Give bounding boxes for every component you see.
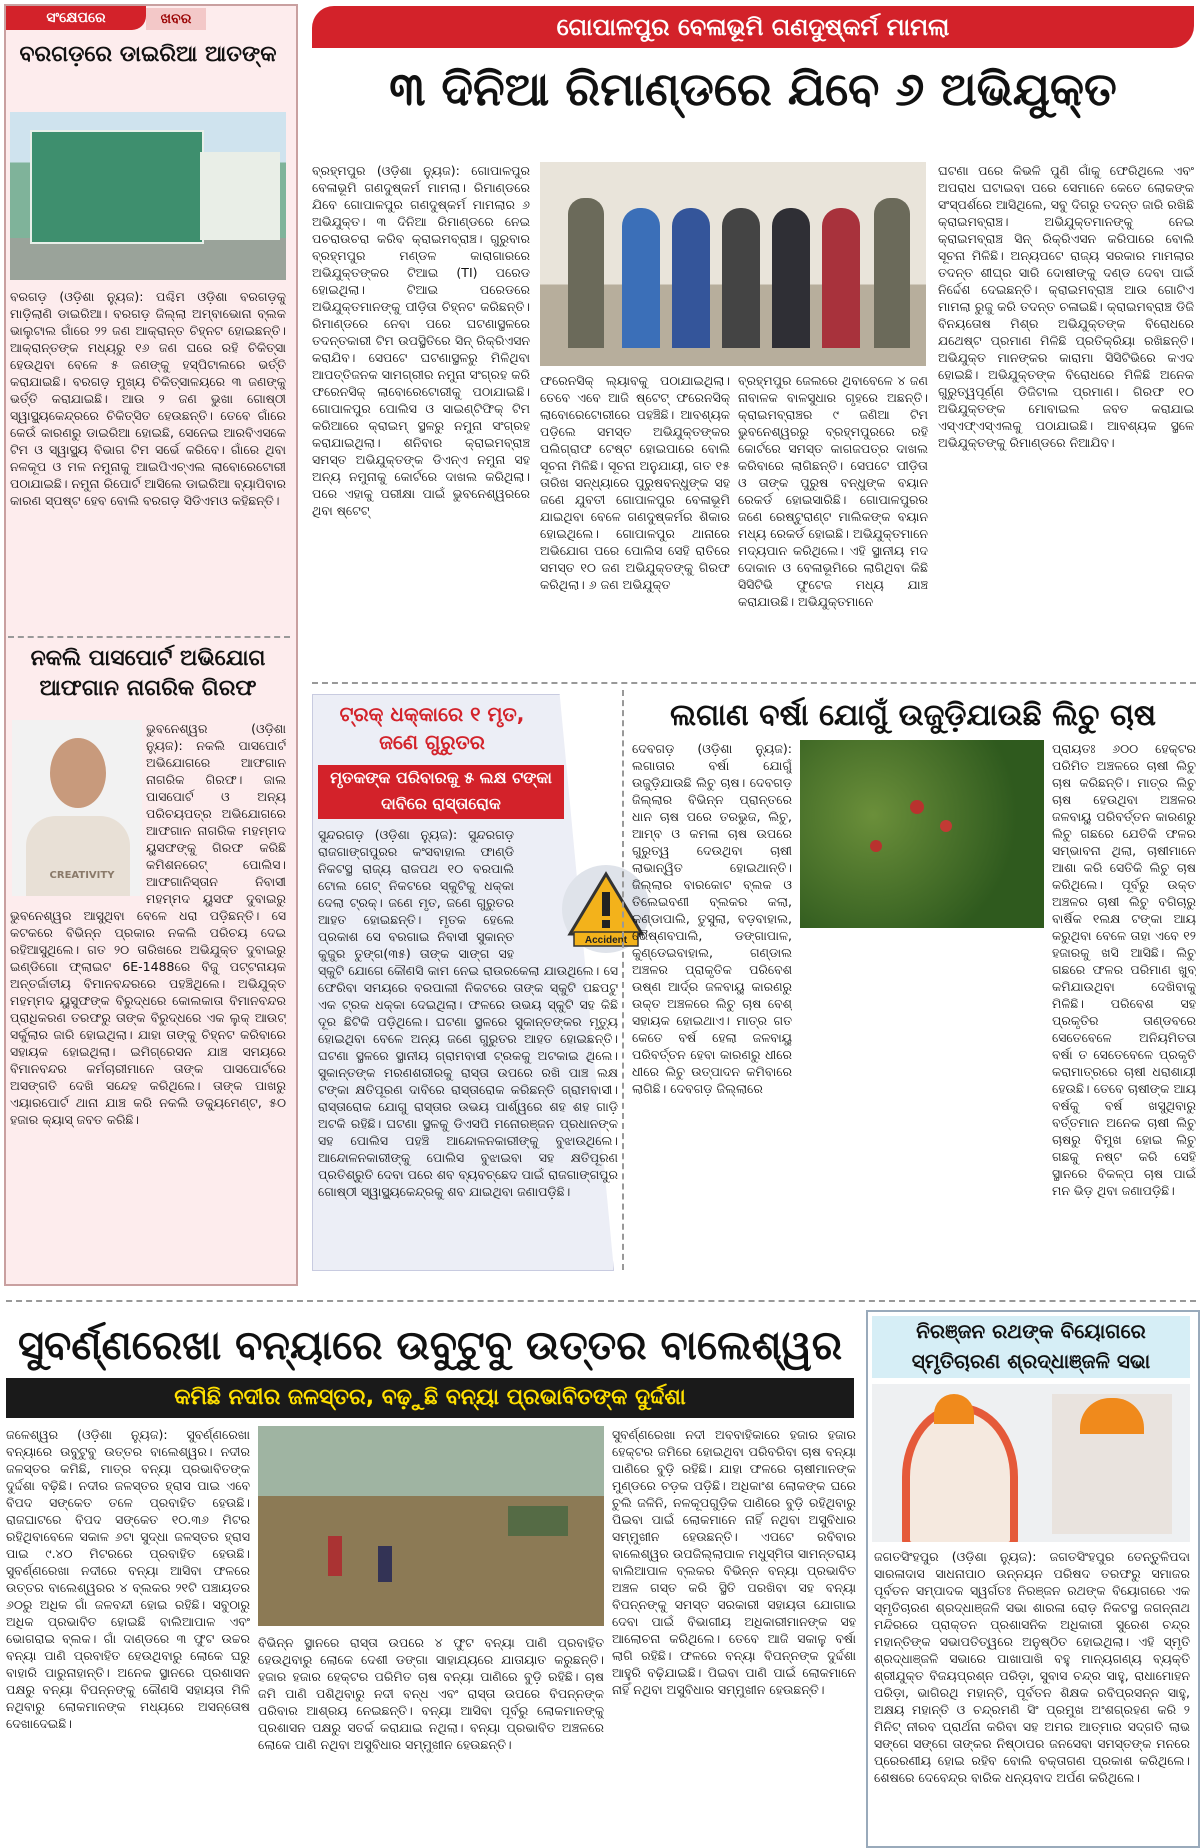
sidebar-story2-body — [10, 720, 286, 1276]
lichu-column-1: ଦେବଗଡ଼ (ଓଡ଼ିଶା ନ୍ୟୁଜ): ଲଗାତାର ବର୍ଷା ଯୋଗୁଁ ଉଜୁଡ଼ିଯାଉଛି ଲିଚୁ ଚାଷ। ଦେବଗଡ଼ ଜିଲ୍ଲାର ବିଭିନ୍ନ ପ୍ରାନ୍ତରେ ଧାନ ଚାଷ ପରେ ତରଭୁଜ, ଲିଚୁ, ଆମ୍ବ ଓ କମଳା ଚାଷ ଉପରେ ଗୁରୁତ୍ୱ ଦେଉଥିବା ଚାଷୀ ଲାଭାନ୍ୱିତ ହୋଇଥାନ୍ତି। ଜିଲ୍ଲାର ବାରକୋଟ ବ୍ଲକ ଓ ତିଲେଇବଣୀ ବ୍ଲକର କଲା, କଣ୍ଡାପାଲି, ତୁସୁଲା, ବଡ଼ବାହାଲ, ଭୈଷ୍ଣବପାଲି, ଡଙ୍ଗାପାଳ, କୁଣ୍ଡେଇବାହାଲ, ଗଣ୍ଡାଲ ଅଞ୍ଚଳର ପ୍ରାକୃତିକ ପରିବେଶ ଉଷ୍ଣ ଆର୍ଦ୍ର ଜଳବାୟୁ କାରଣରୁ ଉକ୍ତ ଅଞ୍ଚଳରେ ଲିଚୁ ଚାଷ ବେଶ୍ ସହାୟକ ହୋଇଥାଏ। ମାତ୍ର ଗତ କେତେ ବର୍ଷ ହେଲା ଜଳବାୟୁ ପରିବର୍ତ୍ତନ ହେବା କାରଣରୁ ଧୀରେ ଧୀରେ ଲିଚୁ ଉତ୍ପାଦନ କମିବାରେ ଲାଗିଛି। ଦେବଗଡ଼ ଜିଲ୍ଲାରେ — [632, 741, 792, 1096]
accident-icon-label: Accident — [584, 935, 628, 946]
accident-subhead: ମୃତକଙ୍କ ପରିବାରକୁ ୫ ଲକ୍ଷ ଟଙ୍କା ଦାବିରେ ରାସ୍ତାରୋକ — [318, 765, 564, 819]
sidebar-story1-headline: ବରଗଡ଼ରେ ଡାଇରିଆ ଆତଙ୍କ — [19, 42, 277, 67]
lichu-photo — [800, 740, 1044, 928]
flood-column-3: ସୁବର୍ଣ୍ଣରେଖା ନଦୀ ଅବବାହିକାରେ ହଜାର ହଜାର ହେକ୍ଟର ଜମିରେ ହୋଇଥିବା ପରିବରିବା ଚାଷ ବନ୍ୟା ପାଣିରେ ବୁଡ଼ି ରହିଛି। ଯାହା ଫଳରେ ଚାଷୀମାନଙ୍କ ମୁଣ୍ଡରେ ଚଡ଼କ ପଡ଼ିଛି। ଅଧିକାଂଶ ଲୋକଙ୍କ ଘରେ ଚୁଲି ଜଳିନି, ନଳକୂପଗୁଡ଼ିକ ପାଣିରେ ବୁଡ଼ି ରହିଥିବାରୁ ପିଇବା ପାଇଁ ଲୋକମାନେ ନାହିଁ ନଥିବା ଅସୁବିଧାର ସମ୍ମୁଖୀନ ହେଉଛନ୍ତି। ଏପଟେ ରବିବାର ବାଲେଶ୍ୱର ଉପଜିଲ୍ଲାପାଳ ମଧୁସ୍ମିତା ସାମନ୍ତରାୟ ବାଲିଆପାଳ ବ୍ଲକର ବିଭିନ୍ନ ବନ୍ୟା ପ୍ରଭାବିତ ଅଞ୍ଚଳ ଗସ୍ତ କରି ସ୍ଥିତି ପରଖିବା ସହ ବନ୍ୟା ବିପନ୍ନଙ୍କୁ ସମସ୍ତ ସରକାରୀ ସହାୟତା ଯୋଗାଇ ଦେବା ପାଇଁ ବିଭାଗୀୟ ଅଧିକାରୀମାନଙ୍କ ସହ ଆଲୋଚନା କରିଥିଲେ। ତେବେ ଆଜି ସକାଳୁ ବର୍ଷା ଲାଗି ରହିଛି। ଫଳରେ ବନ୍ୟା ବିପନ୍ନଙ୍କ ଦୁର୍ଦ୍ଦଶା ଆହୁରି ବଢ଼ିଯାଇଛି। ପିଇବା ପାଣି ପାଇଁ ଲୋକମାନେ ନାହିଁ ନଥିବା ଅସୁବିଧାର ସମ୍ମୁଖୀନ ହେଉଛନ୍ତି। — [612, 1427, 856, 1697]
shirt-text: CREATIVITY — [49, 870, 115, 881]
obituary-body: ଜଗତସିଂହପୁର (ଓଡ଼ିଶା ନ୍ୟୁଜ): ଜଗତସିଂହପୁର ତେନ୍ତୁଳିପଦା ସାରଳାଦାସ ସାଧନାପାଠ ଉନ୍ନୟନ ପରିଷଦ ତରଫରୁ ସମାଜର ପୂର୍ବତନ ସମ୍ପାଦକ ସ୍ୱର୍ଗତଃ ନିରଞ୍ଜନ ରଥଙ୍କ ବିୟୋଗରେ ଏକ ସ୍ମୃତିଚାରଣ ଶ୍ରଦ୍ଧାଞ୍ଜଳି ସଭା ଶାରଳା ରୋଡ଼ ନିକଟସ୍ଥ ଜଗନ୍ନାଥ ମନ୍ଦିରରେ ପ୍ରାକ୍ତନ ପ୍ରଶାସନିକ ଅଧିକାରୀ ସୁରେଶ ଚନ୍ଦ୍ର ମହାନ୍ତିଙ୍କ ସଭାପତିତ୍ୱରେ ଅନୁଷ୍ଠିତ ହୋଇଥିଲା। ଏହି ସ୍ମୃତି ଶ୍ରଦ୍ଧାଞ୍ଜଳି ସଭାରେ ପାଖାପାଖି ବହୁ ମାନ୍ୟଗଣ୍ୟ ବ୍ୟକ୍ତି ଶ୍ରୀଯୁକ୍ତ ବିଜୟପ୍ରଶ୍ନ ପରିଡ଼ା, ସୁବାସ ଚନ୍ଦ୍ର ସାହୁ, ରାଧାମୋହନ ପରିଡ଼ା, ଭାଗିରଥି ମହାନ୍ତି, ପୂର୍ବତନ ଶିକ୍ଷକ ରବିପ୍ରସନ୍ନ ସାହୁ, ଅକ୍ଷୟ ମହାନ୍ତି ଓ ଚନ୍ଦ୍ରମଣି ସିଂ ପ୍ରମୁଖ ଅଂଶଗ୍ରହଣ କରି ୨ ମିନିଟ୍ ନୀରବ ପ୍ରାର୍ଥନା କରିବା ସହ ଅମର ଆତ୍ମାର ସଦ୍‌ଗତି ଲାଭ ସଙ୍ଗେ ସଙ୍ଗେ ତାଙ୍କର ନିଷ୍ଠାପର ଜନସେବା ସମସ୍ତଙ୍କ ମନରେ ପ୍ରେରଣୀୟ ହୋଇ ରହିବ ବୋଲି ବକ୍ତାଗଣ ପ୍ରକାଶ କରିଥିଲେ। ଶେଷରେ ଦେବେନ୍ଦ୍ର ବାରିକ ଧନ୍ୟବାଦ ଅର୍ପଣ କରିଥିଲେ। — [874, 1549, 1190, 1785]
accident-text: ସୁନ୍ଦରଗଡ଼ (ଓଡ଼ିଶା ନ୍ୟୁଜ): ସୁନ୍ଦରଗଡ଼ ରାଜଗାଙ୍ଗପୁରର କଂସବାହାଲ ଫାଣ୍ଡି ନିକଟସ୍ଥ ରାଜ୍ୟ ରାଜପଥ ୧୦ ବରପାଲି ଟୋଲ ଗେଟ୍ ନିକଟରେ ସ୍କୁଟିକୁ ଧକ୍କା ଦେଲା ଟ୍ରକ୍। ଜଣେ ମୃତ, ଜଣେ ଗୁରୁତର ଆହତ ହୋଇଛନ୍ତି। ମୃତକ ହେଲେ ପ୍ରକାଶ ସେ ବରଗାଇ ନିବାସୀ ସୁକାନ୍ତ କୁଜୁର ତୁଙ୍ଗ(୩୫) ତାଙ୍କ ସାଙ୍ଗ ସହ ସ୍କୁଟି ଯୋଗେ କୌଣସି କାମ ନେଇ ରାଉରକେଲା ଯାଉଥିଲେ। ସେ ଫେରିବା ସମୟରେ ବରପାଲୀ ନିକଟରେ ତାଙ୍କ ସ୍କୁଟି ପଛପଟୁ ଏକ ଟ୍ରକ ଧକ୍କା ଦେଇଥିଲା। ଫଳରେ ଉଭୟ ସ୍କୁଟି ସହ କିଛି ଦୂର ଛିଟିକି ପଡ଼ିଥିଲେ। ଘଟଣା ସ୍ଥଳରେ ସୁକାନ୍ତଙ୍କର ମୃତ୍ୟୁ ହୋଇଥିବା ବେଳେ ଅନ୍ୟ ଜଣେ ଗୁରୁତର ଆହତ ହୋଇଛନ୍ତି। ଘଟଣା ସ୍ଥଳରେ ସ୍ଥାନୀୟ ଗ୍ରାମବାସୀ ଟ୍ରକକୁ ଅଟକାଇ ଥିଲେ। ସୁକାନ୍ତଙ୍କ ମରଣଶରୀରକୁ ରାସ୍ତା ଉପରେ ରଖି ପାଞ୍ଚ ଲକ୍ଷ ଟଙ୍କା କ୍ଷତିପୂରଣ ଦାବିରେ ରାସ୍ତାରୋକ କରିଛନ୍ତି ଗ୍ରାମବାସୀ। ରାସ୍ତାରୋକ ଯୋଗୁ ରାସ୍ତାର ଉଭୟ ପାର୍ଶ୍ୱରେ ଶହ ଶହ ଗାଡ଼ି ଅଟକି ରହିଛି। ଘଟଣା ସ୍ଥଳକୁ ଡିଏସପି ମନୋରଞ୍ଜନ ପ୍ରଧାନଙ୍କ ସହ ପୋଲିସ ପହଞ୍ଚି ଆନ୍ଦୋଳନକାରୀଙ୍କୁ ବୁଝାଉଥିଲେ। ଆନ୍ଦୋଳନକାରୀଙ୍କୁ ପୋଲିସ ବୁଝାଇବା ସହ କ୍ଷତିପୂରଣ ପ୍ରତିଶ୍ରୁତି ଦେବା ପରେ ଶବ ବ୍ୟବଚ୍ଛେଦ ପାଇଁ ରାଜଗାଙ୍ଗପୁର ଗୋଷ୍ଠୀ ସ୍ୱାସ୍ଥ୍ୟକେନ୍ଦ୍ରକୁ ଶବ ଯାଇଥିବା ଜଣାପଡ଼ିଛି। — [318, 827, 618, 1199]
sidebar-story1-body: ବରଗଡ଼ (ଓଡ଼ିଶା ନ୍ୟୁଜ): ପଶ୍ଚିମ ଓଡ଼ିଶା ବରଗଡ଼କୁ ମାଡ଼ିଲାଣି ଡାଇରିଆ। ବରଗଡ଼ ଜିଲ୍ଲା ଅମ୍ବାଭୋନା ବ୍ଲକ ଭାଲୁଟାଲ ଗାଁରେ ୨୨ ଜଣ ଆକ୍ରାନ୍ତ ଚିହ୍ନଟ ହୋଇଛନ୍ତି। ଆକ୍ରାନ୍ତଙ୍କ ମଧ୍ୟରୁ ୧୬ ଜଣ ଘରେ ରହି ଚିକିତ୍ସା ହେଉଥିବା ବେଳେ ୫ ଜଣଙ୍କୁ ହସ୍ପିଟାଲରେ ଭର୍ତ୍ତି କରାଯାଇଛି। ବରଗଡ଼ ମୁଖ୍ୟ ଚିକିତ୍ସାଳୟରେ ୩ ଜଣଙ୍କୁ ଭର୍ତ୍ତି କରାଯାଇଛି। ଆଉ ୨ ଜଣ ଭୁଖା ଗୋଷ୍ଠୀ ସ୍ୱାସ୍ଥ୍ୟକେନ୍ଦ୍ରରେ ଚିକିତ୍ସିତ ହେଉଛନ୍ତି। ତେବେ ଗାଁରେ କେଉଁ କାରଣରୁ ଡାଇରିଆ ହୋଇଛି, ସେନେଇ ଆରବିଏସକେ ଟିମ ଓ ସ୍ୱାସ୍ଥ୍ୟ ବିଭାଗ ଟିମ ସର୍ଭେ କରିବେ। ଗାଁରେ ଥିବା ନଳକୂପ ଓ ମଳ ନମୁନାକୁ ଆଇପିଏଚ୍ଏଲ ଲାବୋରେଟୋରୀ ପଠାଯାଇଛି। ନମୁନା ରିପୋର୍ଟ ଆସିଲେ ଡାଇରିଆ ବ୍ୟାପିବାର କାରଣ ସ୍ପଷ୍ଟ ହେବ ବୋଲି ବରଗଡ଼ ସିଡିଏମଓ କହିଛନ୍ତି। — [10, 289, 286, 508]
divider — [6, 1300, 1196, 1302]
accident-headline: ଟ୍ରକ୍ ଧକ୍କାରେ ୧ ମୃତ, ଜଣେ ଗୁରୁତର — [339, 702, 525, 754]
flood-column-2: ବିଭିନ୍ନ ସ୍ଥାନରେ ରାସ୍ତା ଉପରେ ୪ ଫୁଟ ବନ୍ୟା ପାଣି ପ୍ରବାହିତ ହେଉଥିବାରୁ ଲୋକେ ଦେଶୀ ଡଙ୍ଗା ସାହାଯ୍ୟରେ ଯାତାୟାତ କରୁଛନ୍ତି। ହଜାର ହଜାର ହେକ୍ଟର ପରିମିତ ଚାଷ ବନ୍ୟା ପାଣିରେ ବୁଡ଼ି ରହିଛି। ଚାଷ ଜମି ପାଣି ପଶିଥିବାରୁ ନଦୀ ବନ୍ଧ ଏବଂ ରାସ୍ତା ଉପରେ ବିପନ୍ନଙ୍କ ପରିବାର ଆଶ୍ରୟ ନେଇଛନ୍ତି। ବନ୍ୟା ଆସିବା ପୂର୍ବରୁ ଲୋକମାନଙ୍କୁ ପ୍ରଶାସନ ପକ୍ଷରୁ ସତର୍କ କରାଯାଇ ନଥିଲା। ବନ୍ୟା ପ୍ରଭାବିତ ଅଞ୍ଚଳରେ ଲୋକେ ପାଣି ନଥିବା ଅସୁବିଧାର ସମ୍ମୁଖୀନ ହେଉଛନ୍ତି। — [258, 1635, 604, 1752]
section-tag-secondary: ଖବର — [146, 8, 206, 30]
divider — [312, 682, 1196, 684]
lichu-headline: ଲଗାଣ ବର୍ଷା ଯୋଗୁଁ ଉଜୁଡ଼ିଯାଉଛି ଲିଚୁ ଚାଷ — [670, 698, 1156, 733]
accident-body — [318, 826, 618, 1266]
lead-kicker: ଗୋପାଳପୁର ବେଳାଭୂମି ଗଣଦୁଷ୍କର୍ମ ମାମଲା — [312, 6, 1194, 48]
flood-subhead: କମିଛି ନଦୀର ଜଳସ୍ତର, ବଢ଼ୁଛି ବନ୍ୟା ପ୍ରଭାବିତଙ୍କ ଦୁର୍ଦ୍ଦଶା — [6, 1378, 854, 1418]
lead-column-3: ବ୍ରହ୍ମପୁର ଜେଲରେ ଥିବାବେଳେ ୪ ଜଣ ନାବାଳକ ବାଳସୁଧାର ଗୃହରେ ଅଛନ୍ତି। କ୍ରାଇମବ୍ରାଞ୍ଚର ୯ ଜଣିଆ ଟିମ ଭୁବନେଶ୍ୱରରୁ ବ୍ରହ୍ମପୁରରେ ରହି କୋର୍ଟରେ ସମସ୍ତ କାଗଜପତ୍ର ଦାଖଲ କରିବାରେ ଲାଗିଛନ୍ତି। ସେପଟେ ପୀଡ଼ିତା ଓ ତାଙ୍କ ପୁରୁଷ ବନ୍ଧୁଙ୍କ ବୟାନ ରେକର୍ଡ ହୋଇସାରିଛି। ଗୋପାଳପୁରର ଜଣେ ରେଷ୍ଟୁରାଣ୍ଟ ମାଲିକଙ୍କ ବୟାନ ମଧ୍ୟ ରେକର୍ଡ ହୋଇଛି। ଅଭିଯୁକ୍ତମାନେ ମଦ୍ୟପାନ କରିଥିଲେ। ଏହି ସ୍ଥାନୀୟ ମଦ ଦୋକାନ ଓ ବେଳାଭୂମିରେ ଲାଗିଥିବା କିଛି ସିସିଟିଭି ଫୁଟେଜ ମଧ୍ୟ ଯାଞ୍ଚ କରାଯାଉଛି। ଅଭିଯୁକ୍ତମାନେ — [738, 373, 928, 609]
hospital-photo — [10, 112, 286, 280]
lichu-column-2: ପ୍ରାୟତଃ ୬୦୦ ହେକ୍ଟର ପରିମିତ ଅଞ୍ଚଳରେ ଚାଷୀ ଲିଚୁ ଚାଷ କରିଛନ୍ତି। ମାତ୍ର ଲିଚୁ ଚାଷ ହେଉଥିବା ଅଞ୍ଚଳର ଜଳବାୟୁ ପରିବର୍ତ୍ତନ କାରଣରୁ ଲିଚୁ ଗଛରେ ଯେତିକି ଫଳର ସମ୍ଭାବନା ଥିଲା, ଚାଷୀମାନେ ଆଶା କରି ସେତିକି ଲିଚୁ ଚାଷ କରିଥିଲେ। ପୂର୍ବରୁ ଉକ୍ତ ଅଞ୍ଚଳର ଚାଷୀ ଲିଚୁ ବଗିଚାରୁ ବାର୍ଷିକ ୧ଲକ୍ଷ ଟଙ୍କା ଆୟ କରୁଥିବା ବେଳେ ତାହା ଏବେ ୧୨ ହଜାରକୁ ଖସି ଆସିଛି। ଲିଚୁ ଗଛରେ ଫଳର ପରିମାଣ ଖୁବ୍ କମିଯାଉଥିବା ଦେଖିବାକୁ ମିଳିଛି। ପରିବେଶ ସହ ପ୍ରକୃତିର ତାଣ୍ଡବରେ ସେତେବେଳେ ଅନିୟମିତତା ବର୍ଷା ତ ସେତେବେଳେ ପ୍ରକୃତି କରାମାତ୍ରରେ ଚାଷୀ ଧରାଶାୟୀ ହେଉଛି। ତେବେ ଚାଷୀଙ୍କ ଆୟ ବର୍ଷକୁ ବର୍ଷ ଖସୁଥିବାରୁ ବର୍ତ୍ତମାନ ଅନେକ ଚାଷୀ ଲିଚୁ ଚାଷରୁ ବିମୁଖ ହୋଇ ଲିଚୁ ଗଛକୁ ନଷ୍ଟ କରି ସେହି ସ୍ଥାନରେ ବିକଳ୍ପ ଚାଷ ପାଇଁ ମନ ଭିଡ଼ ଥିବା ଜଣାପଡ଼ିଛି। — [1052, 741, 1196, 1198]
lead-column-1: ବ୍ରହ୍ମପୁର (ଓଡ଼ିଶା ନ୍ୟୁଜ): ଗୋପାଳପୁର ବେଳାଭୂମି ଗଣଦୁଷ୍କର୍ମ ମାମଲା। ରିମାଣ୍ଡରେ ଯିବେ ଗୋପାଳପୁର ଗଣଦୁଷ୍କର୍ମ ମାମଲାର ୬ ଅଭିଯୁକ୍ତ। ୩ ଦିନିଆ ରିମାଣ୍ଡରେ ନେଇ ପଚରାଉଚରା କରିବ କ୍ରାଇମବ୍ରାଞ୍ଚ। ଗୁରୁବାର ବ୍ରହ୍ମପୁର ମଣ୍ଡଳ କାରାଗାରରେ ଅଭିଯୁକ୍ତଙ୍କର ଟିଆଇ (TI) ପରେଡ ହୋଇଥିଲା। ଟିଆଇ ପରେଡରେ ଅଭିଯୁକ୍ତମାନଙ୍କୁ ପୀଡ଼ିତା ଚିହ୍ନଟ କରିଛନ୍ତି। ରିମାଣ୍ଡରେ ନେବା ପରେ ଘଟଣାସ୍ଥଳରେ ତଦନ୍ତକାରୀ ଟିମ ଉପସ୍ଥିତିରେ ସିନ୍ ରିକ୍ରିଏସନ କରାଯିବ। ସେପଟେ ଘଟଣାସ୍ଥଳରୁ ମିଳିଥିବା ଆପତ୍ତିଜନକ ସାମଗ୍ରୀର ନମୁନା ସଂଗ୍ରହ କରି ଫରେନସିକ୍ ଲାବୋରେଟୋରୀକୁ ପଠାଯାଇଛି। ଗୋପାଳପୁର ପୋଲିସ ଓ ସାଇଣ୍ଟିଫିକ୍ ଟିମ କରିଆରେ କ୍ରାଇମ୍ ସ୍ଥଳରୁ ନମୁନା ସଂଗ୍ରହ କରାଯାଇଥିଲା। ଶନିବାର କ୍ରାଇମବ୍ରାଞ୍ଚ ସମସ୍ତ ଅଭିଯୁକ୍ତଙ୍କ ଡିଏନ୍ଏ ନମୁନା ସହ ଅନ୍ୟ ନମୁନାକୁ କୋର୍ଟରେ ଦାଖଲ କରିଥିଲା। ପରେ ଏହାକୁ ପରୀକ୍ଷା ପାଇଁ ଭୁବନେଶ୍ୱରରେ ଥିବା ଷ୍ଟେଟ୍ — [312, 163, 530, 518]
sidebar-story2-headline: ନକଲି ପାସପୋର୍ଟ ଅଭିଯୋଗ ଆଫଗାନ ନାଗରିକ ଗିରଫ — [30, 646, 266, 701]
lead-column-2: ଫରେନସିକ୍ ଲ୍ୟାବକୁ ପଠାଯାଇଥିଲା। ତେବେ ଏବେ ଆଜି ଷ୍ଟେଟ୍ ଫରେନସିକ୍ ଲାବୋରେଟୋରୀରେ ପହଞ୍ଚିଛି। ଆବଶ୍ୟକ ପଡ଼ିଲେ ସମସ୍ତ ଅଭିଯୁକ୍ତଙ୍କର ପଲିଗ୍ରାଫ ଟେଷ୍ଟ ହୋଇପାରେ ବୋଲି ସୂଚନା ମିଳିଛି। ସୂଚନା ଅନୁଯାୟୀ, ଗତ ୧୫ ତାରିଖ ସନ୍ଧ୍ୟାରେ ପୁରୁଷବନ୍ଧୁଙ୍କ ସହ ଜଣେ ଯୁବତୀ ଗୋପାଳପୁର ବେଳାଭୂମି ଯାଇଥିବା ବେଳେ ଗଣଦୁଷ୍କର୍ମର ଶିକାର ହୋଇଥିଲେ। ଗୋପାଳପୁର ଥାନାରେ ଅଭିଯୋଗ ପରେ ପୋଲିସ ସେହି ରାତିରେ ସମସ୍ତ ୧୦ ଜଣ ଅଭିଯୁକ୍ତଙ୍କୁ ଗିରଫ କରିଥିଲା। ୬ ଜଣ ଅଭିଯୁକ୍ତ — [540, 373, 730, 592]
lead-column-4: ଘଟଣା ପରେ କିଭଳି ପୁଣି ଗାଁକୁ ଫେରିଥିଲେ ଏବଂ ଅପରାଧ ଘଟାଇବା ପରେ ସେମାନେ କେତେ ଲୋକଙ୍କ ସଂସ୍ପର୍ଶରେ ଆସିଥିଲେ, ସବୁ ଦିଗରୁ ତଦନ୍ତ ଜାରି ରଖିଛି କ୍ରାଇମବ୍ରାଞ୍ଚ। ଅଭିଯୁକ୍ତମାନଙ୍କୁ ନେଇ କ୍ରାଇମବ୍ରାଞ୍ଚ ସିନ୍ ରିକ୍ରିଏସନ କରିପାରେ ବୋଲି ସୂଚନା ମିଳିଛି। ଅନ୍ୟପଟେ ରାଜ୍ୟ ସରକାର ମାମଲାର ତଦନ୍ତ ଶୀଘ୍ର ସାରି ଦୋଷୀଙ୍କୁ ଦଣ୍ଡ ଦେବା ପାଇଁ ନିର୍ଦ୍ଦେଶ ଦେଇଛନ୍ତି। କ୍ରାଇମବ୍ରାଞ୍ଚ ଆଉ ଗୋଟିଏ ମାମଲା ରୁଜୁ କରି ତଦନ୍ତ ଚଳାଇଛି। କ୍ରାଇମବ୍ରାଞ୍ଚ ଡିଜି ବିନୟତୋଷ ମିଶ୍ର ଅଭିଯୁକ୍ତଙ୍କ ବିରୋଧରେ ଯଥେଷ୍ଟ ପ୍ରମାଣ ମିଳିଛି ପ୍ରତିକ୍ରିୟା ରଖିଛନ୍ତି। ଅଭିଯୁକ୍ତ ମାନଙ୍କର କାରାମା ସିସିଟିଭିରେ କଏଦ ହୋଇଛି। ଅଭିଯୁକ୍ତଙ୍କ ବିରୋଧରେ ମିଳିଛି ଅନେକ ଗୁରୁତ୍ୱପୂର୍ଣ୍ଣ ଡିଜିଟାଲ ପ୍ରମାଣ। ଗିରଫ ୧୦ ଅଭିଯୁକ୍ତଙ୍କ ମୋବାଇଲ ଜବତ କରାଯାଇ ଏସ୍ଏଫ୍ଏସ୍ଏଲକୁ ପଠାଯାଇଛି। ଆବଶ୍ୟକ ସ୍ଥଳେ ଅଭିଯୁକ୍ତଙ୍କୁ ରିମାଣ୍ଡରେ ନିଆଯିବ। — [938, 163, 1194, 450]
flood-column-1: ଜଳେଶ୍ୱର (ଓଡ଼ିଶା ନ୍ୟୁଜ): ସୁବର୍ଣ୍ଣରେଖା ବନ୍ୟାରେ ଉବୁଟୁବୁ ଉତ୍ତର ବାଲେଶ୍ୱର। ନଦୀର ଜଳସ୍ତର କମିଛି, ମାତ୍ର ବନ୍ୟା ପ୍ରଭାବିତଙ୍କ ଦୁର୍ଦ୍ଦଶା ବଢ଼ିଛି। ନଦୀର ଜଳସ୍ତର ହ୍ରାସ ପାଇ ଏବେ ବିପଦ ସଙ୍କେତ ତଳେ ପ୍ରବାହିତ ହେଉଛି। ରାଜଘାଟରେ ବିପଦ ସଙ୍କେତ ୧୦.୩୬ ମିଟର ରହିଥିବାବେଳେ ସକାଳ ୬ଟା ସୁଦ୍ଧା ଜଳସ୍ତର ହ୍ରାସ ପାଇ ୯.୪୦ ମିଟରରେ ପ୍ରବାହିତ ହେଉଛି। ସୁବର୍ଣ୍ଣରେଖା ନଦୀରେ ବନ୍ୟା ଆସିବା ଫଳରେ ଉତ୍ତର ବାଲେଶ୍ୱରର ୪ ବ୍ଲକର ୨୧ଟି ପଞ୍ଚାୟତର ୬୦ରୁ ଅଧିକ ଗାଁ ଜଳବନ୍ଦୀ ହୋଇ ରହିଛି। ସବୁଠାରୁ ଅଧିକ ପ୍ରଭାବିତ ହୋଇଛି ବାଲିଆପାଳ ଏବଂ ଭୋଗରାଇ ବ୍ଲକ। ଗାଁ ଦାଣ୍ଡରେ ୩ ଫୁଟ ଉଚ୍ଚର ବନ୍ୟା ପାଣି ପ୍ରବାହିତ ହେଉଥିବାରୁ ଲୋକେ ଘରୁ ବାହାରି ପାରୁନାହାନ୍ତି। ଅନେକ ସ୍ଥାନରେ ପ୍ରଶାସନ ପକ୍ଷରୁ ବନ୍ୟା ବିପନ୍ନଙ୍କୁ କୌଣସି ସହାୟତା ମିଳି ନଥିବାରୁ ଲୋକମାନଙ୍କ ମଧ୍ୟରେ ଅସନ୍ତୋଷ ଦେଖାଦେଇଛି। — [6, 1427, 250, 1731]
flood-headline: ସୁବର୍ଣ୍ଣରେଖା ବନ୍ୟାରେ ଉବୁଟୁବୁ ଉତ୍ତର ବାଲେଶ୍ୱର — [17, 1323, 843, 1369]
section-tag: ସଂକ୍ଷେପରେ — [6, 6, 146, 30]
divider — [8, 636, 290, 638]
obituary-headline: ନିରଞ୍ଜନ ରଥଙ୍କ ବିୟୋଗରେ ସ୍ମୃତିଚାରଣ ଶ୍ରଦ୍ଧାଞ୍ଜଳି ସଭା — [872, 1316, 1190, 1378]
flood-photo — [258, 1426, 604, 1626]
divider — [622, 690, 624, 1270]
lead-headline: ୩ ଦିନିଆ ରିମାଣ୍ଡରେ ଯିବେ ୬ ଅଭିଯୁକ୍ତ — [389, 62, 1117, 116]
accused-photo — [540, 162, 926, 366]
obituary-photo — [872, 1384, 1190, 1542]
sidebar-story2-text: ଭୁବନେଶ୍ୱର (ଓଡ଼ିଶା ନ୍ୟୁଜ): ନକଲି ପାସପୋର୍ଟ ଅଭିଯୋଗରେ ଆଫଗାନ ନାଗରିକ ଗିରଫ। ଜାଲ ପାସପୋର୍ଟ ଓ ଅନ୍ୟ ପରିଚୟପତ୍ର ଅଭିଯୋଗରେ ଆଫଗାନ ନାଗରିକ ମହମ୍ମଦ ୟୁସଫଙ୍କୁ ଗିରଫ କରିଛି କମିଶନରେଟ୍ ପୋଲିସ। ଆଫଗାନିସ୍ତାନ ନିବାସୀ ମହମ୍ମଦ ୟୁସଫ ଦୁବାଇରୁ ଭୁବନେଶ୍ୱର ଆସୁଥିବା ବେଳେ ଧରା ପଡ଼ିଛନ୍ତି। ସେ କଟକରେ ବିଭିନ୍ନ ପ୍ରକାର ନକଲି ପରିଚୟ ଦେଇ ରହିଆସୁଥିଲେ। ଗତ ୨୦ ତାରିଖରେ ଅଭିଯୁକ୍ତ ଦୁବାଇରୁ ଇଣ୍ଡିଗୋ ଫ୍ଲାଇଟ 6E-1488ରେ ବିଜୁ ପଟ୍ଟନାୟକ ଅନ୍ତର୍ଜାତୀୟ ବିମାନବନ୍ଦରରେ ପହଞ୍ଚିଥିଲେ। ଅଭିଯୁକ୍ତ ମହମ୍ମଦ ୟୁସୁଫଙ୍କ ବିରୁଦ୍ଧରେ କୋଲକାତା ବିମାନବନ୍ଦର ପ୍ରାଧିକରଣ ତରଫରୁ ତାଙ୍କ ବିରୁଦ୍ଧରେ ଏକ ଲୁକ୍ ଆଉଟ୍ ସର୍କୁଲାର ଜାରି ହୋଇଥିଲା। ଯାହା ତାଙ୍କୁ ଚିହ୍ନଟ କରିବାରେ ସହାୟକ ହୋଇଥିଲା। ଇମିଗ୍ରେସନ ଯାଞ୍ଚ ସମୟରେ ବିମାନବନ୍ଦର କର୍ମଚାରୀମାନେ ତାଙ୍କ ପାସପୋର୍ଟରେ ଅସଙ୍ଗତି ଦେଖି ସନ୍ଦେହ କରିଥିଲେ। ତାଙ୍କ ପାଖରୁ ଏୟାରପୋର୍ଟ ଥାନା ଯାଞ୍ଚ କରି ନକଲି ଡକ୍ୟୁମେଣ୍ଟ, ୫୦ ହଜାର କ୍ୟାସ୍ ଜବତ କରିଛି। — [10, 721, 286, 1127]
